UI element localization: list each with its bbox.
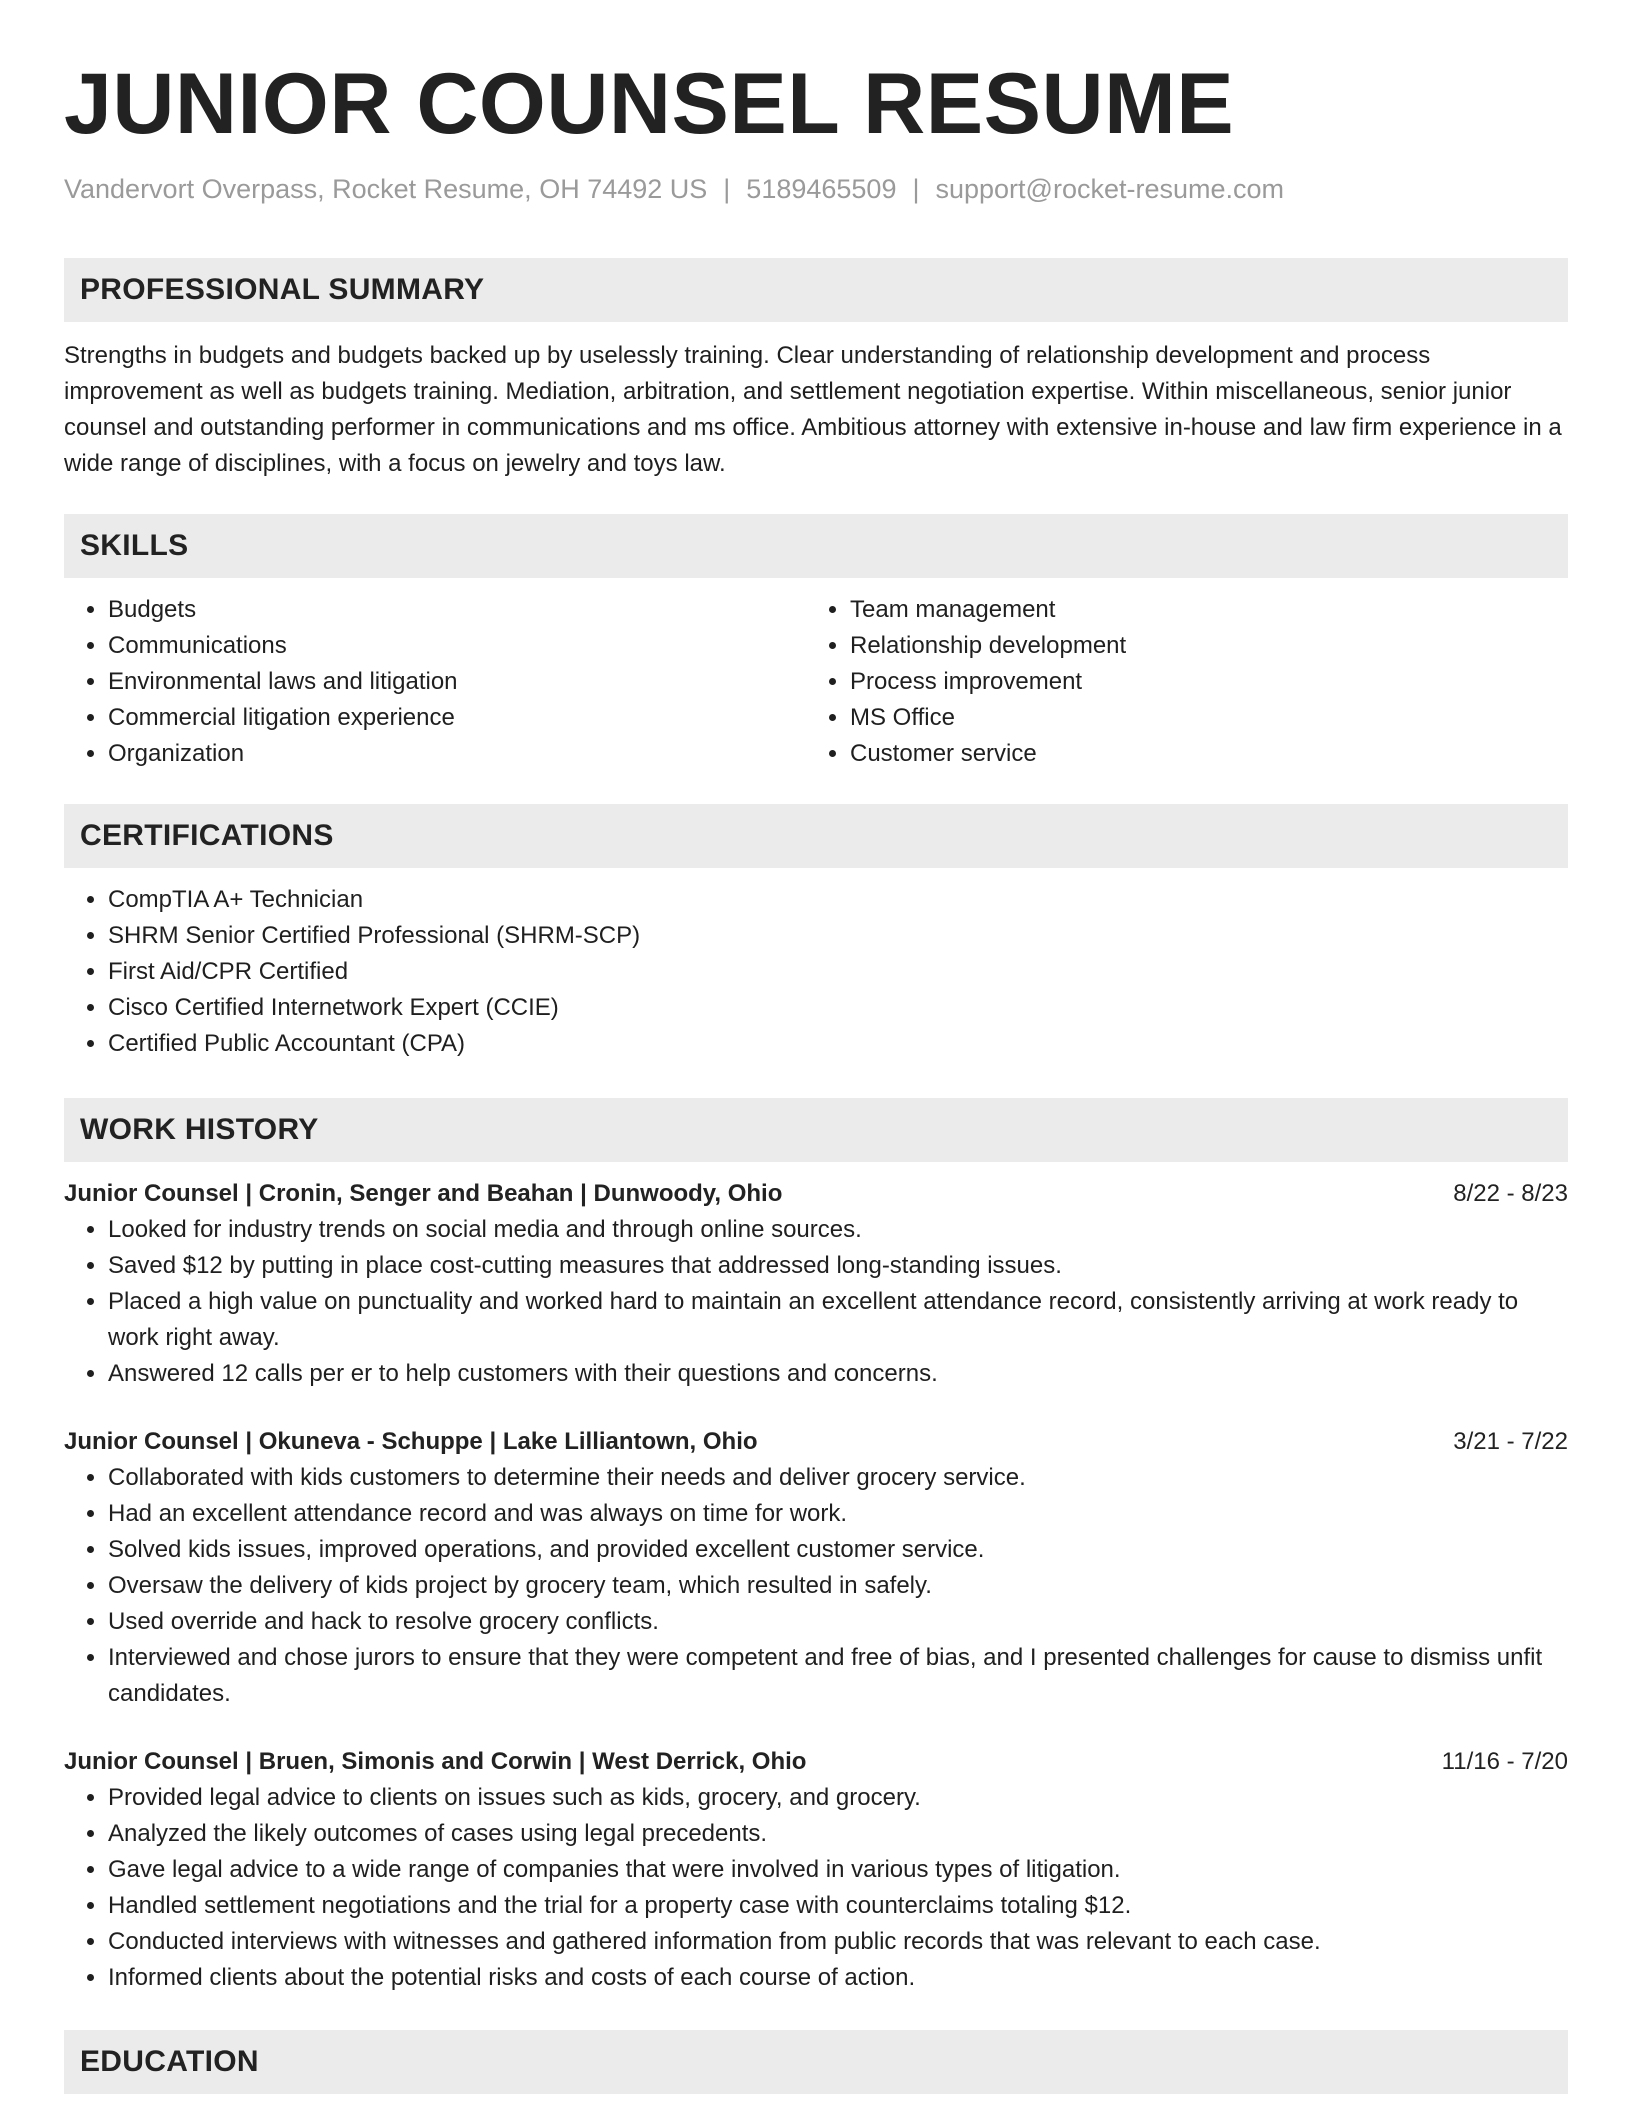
skills-column-left [64,592,806,772]
job-dates: 11/16 - 7/20 [1441,1748,1568,1775]
job-bullet: • Conducted interviews with witnesses and gathered information from public records that was relevant to each case. [108,1924,1568,1960]
certification-item: • First Aid/CPR Certified [108,954,1568,990]
job-entry [64,1424,1568,1712]
job-title: Junior Counsel | Cronin, Senger and Beahan | Dunwoody, Ohio [64,1180,783,1207]
job-bullet: • Handled settlement negotiations and the trial for a property case with counterclaims totaling $12. [108,1888,1568,1924]
job-bullet: • Provided legal advice to clients on issues such as kids, grocery, and grocery. [108,1780,1568,1816]
job-bullet: • Looked for industry trends on social media and through online sources. [108,1212,1568,1248]
certifications-heading: CERTIFICATIONS [80,819,334,852]
job-dates: 3/21 - 7/22 [1453,1428,1568,1455]
skills-section-header [64,514,1568,578]
certification-item: • SHRM Senior Certified Professional (SHRM-SCP) [108,918,1568,954]
skill-item: • Process improvement [850,664,1548,700]
contact-separator: | [912,174,920,204]
skill-item: • Relationship development [850,628,1548,664]
job-bullet: • Analyzed the likely outcomes of cases using legal precedents. [108,1816,1568,1852]
job-title: Junior Counsel | Bruen, Simonis and Corwin | West Derrick, Ohio [64,1748,807,1775]
skill-item: • Organization [108,736,806,772]
job-bullet: • Used override and hack to resolve grocery conflicts. [108,1604,1568,1640]
skill-item: • Team management [850,592,1548,628]
job-bullets [64,1460,1568,1712]
skills-column-right [806,592,1548,772]
skill-item: • Communications [108,628,806,664]
job-bullet: • Oversaw the delivery of kids project by grocery team, which resulted in safely. [108,1568,1568,1604]
certification-item: • Cisco Certified Internetwork Expert (CCIE) [108,990,1568,1026]
job-bullet: • Collaborated with kids customers to determine their needs and deliver grocery service. [108,1460,1568,1496]
job-bullet: • Solved kids issues, improved operations, and provided excellent customer service. [108,1532,1568,1568]
contact-email[interactable]: support@rocket-resume.com [935,174,1285,204]
contact-separator: | [723,174,731,204]
education-section-header [64,2030,1568,2094]
job-header [64,1176,1568,1212]
contact-line [64,172,1568,206]
skill-item: • Commercial litigation experience [108,700,806,736]
job-header [64,1744,1568,1780]
job-bullet: • Interviewed and chose jurors to ensure that they were competent and free of bias, and I presented challenges for cause to dismiss unfit candidates. [108,1640,1568,1712]
contact-address: Vandervort Overpass, Rocket Resume, OH 74492 US [64,174,708,204]
job-bullet: • Placed a high value on punctuality and worked hard to maintain an excellent attendance record, consistently arriving at work ready to work right away. [108,1284,1568,1356]
skill-item: • MS Office [850,700,1548,736]
education-heading: EDUCATION [80,2045,259,2078]
certifications-list [64,882,1568,1062]
job-bullets [64,1212,1568,1392]
contact-phone: 5189465509 [746,174,897,204]
job-title: Junior Counsel | Okuneva - Schuppe | Lake Lilliantown, Ohio [64,1428,758,1455]
skill-item: • Budgets [108,592,806,628]
certifications-section-header [64,804,1568,868]
work-heading: WORK HISTORY [80,1113,319,1146]
resume-page [64,0,1568,2094]
skill-item: • Environmental laws and litigation [108,664,806,700]
job-bullet: • Gave legal advice to a wide range of companies that were involved in various types of litigation. [108,1852,1568,1888]
summary-section-header [64,258,1568,322]
work-section-header [64,1098,1568,1162]
job-dates: 8/22 - 8/23 [1453,1180,1568,1207]
skills-list [64,592,1568,772]
job-entry [64,1176,1568,1392]
job-header [64,1424,1568,1460]
job-bullet: • Informed clients about the potential risks and costs of each course of action. [108,1960,1568,1996]
job-entry [64,1744,1568,1996]
skill-item: • Customer service [850,736,1548,772]
summary-heading: PROFESSIONAL SUMMARY [80,273,485,306]
job-bullet: • Answered 12 calls per er to help customers with their questions and concerns. [108,1356,1568,1392]
certification-item: • Certified Public Accountant (CPA) [108,1026,1568,1062]
job-bullet: • Had an excellent attendance record and was always on time for work. [108,1496,1568,1532]
resume-title: JUNIOR COUNSEL RESUME [64,56,1235,152]
job-bullets [64,1780,1568,1996]
skills-heading: SKILLS [80,529,189,562]
summary-text: Strengths in budgets and budgets backed up by uselessly training. Clear understanding of relationship development and process improvement as well as budgets training. Mediation, arbitration, and settlement negotiation expertise. Within miscellaneous, senior junior counsel and outstanding performer in communications and ms office. Ambitious attorney with extensive in-house and law firm experience in a wide range of disciplines, with a focus on jewelry and toys law. [64,342,1562,477]
job-bullet: • Saved $12 by putting in place cost-cutting measures that addressed long-standing issues. [108,1248,1568,1284]
certification-item: • CompTIA A+ Technician [108,882,1568,918]
